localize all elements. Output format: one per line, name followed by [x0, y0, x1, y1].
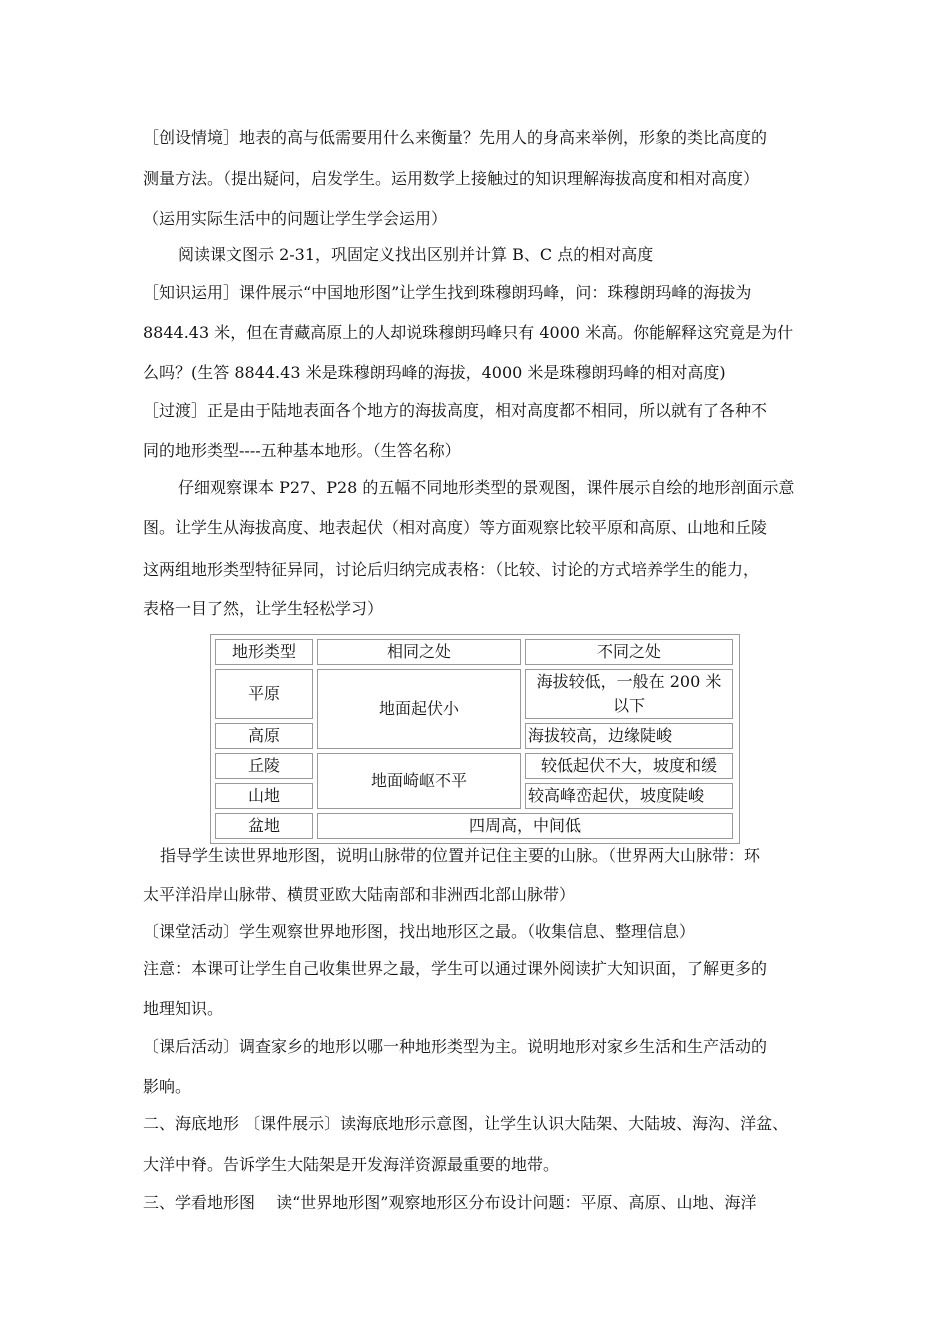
- paragraph-line: 阅读课文图示 2-31，巩固定义找出区别并计算 B、C 点的相对高度: [178, 245, 654, 264]
- paragraph-line: 表格一目了然，让学生轻松学习）: [143, 599, 384, 618]
- paragraph-line: ［知识运用］课件展示“中国地形图”让学生找到珠穆朗玛峰，问：珠穆朗玛峰的海拔为: [143, 283, 752, 302]
- paragraph-line: 〔课堂活动〕学生观察世界地形图，找出地形区之最。（收集信息、整理信息）: [143, 922, 696, 941]
- paragraph-line: 图。让学生从海拔高度、地表起伏（相对高度）等方面观察比较平原和高原、山地和丘陵: [143, 518, 768, 537]
- table-row-label: 山地: [215, 783, 313, 809]
- table-row-label: 丘陵: [215, 753, 313, 779]
- table-header-cell: 地形类型: [215, 639, 313, 665]
- table-cell: 海拔较低，一般在 200 米以下: [525, 669, 733, 719]
- paragraph-line: 同的地形类型----五种基本地形。（生答名称）: [143, 441, 461, 460]
- paragraph-line: 测量方法。（提出疑问，启发学生。运用数学上接触过的知识理解海拔高度和相对高度）: [143, 169, 760, 188]
- table-header-cell: 相同之处: [317, 639, 521, 665]
- paragraph-line: 地理知识。: [143, 999, 224, 1018]
- table-cell-merged: 地面崎岖不平: [317, 753, 521, 809]
- terrain-comparison-table: [210, 634, 740, 844]
- paragraph-line: 二、海底地形 〔课件展示〕读海底地形示意图，让学生认识大陆架、大陆坡、海沟、洋盆、: [143, 1114, 789, 1133]
- paragraph-line: 三、学看地形图 读“世界地形图”观察地形区分布设计问题：平原、高原、山地、海洋: [143, 1193, 757, 1212]
- table-cell: 较高峰峦起伏，坡度陡峻: [525, 783, 733, 809]
- table-row-label: 平原: [215, 669, 313, 719]
- paragraph-line: ［创设情境］地表的高与低需要用什么来衡量？先用人的身高来举例，形象的类比高度的: [143, 128, 768, 147]
- paragraph-line: 〔课后活动〕调查家乡的地形以哪一种地形类型为主。说明地形对家乡生活和生产活动的: [143, 1037, 768, 1056]
- table-row-label: 盆地: [215, 813, 313, 839]
- paragraph-line: 指导学生读世界地形图，说明山脉带的位置并记住主要的山脉。（世界两大山脉带：环: [160, 846, 761, 865]
- table-row-label: 高原: [215, 723, 313, 749]
- paragraph-line: 这两组地形类型特征异同，讨论后归纳完成表格：（比较、讨论的方式培养学生的能力，: [143, 560, 760, 579]
- paragraph-line: ［过渡］正是由于陆地表面各个地方的海拔高度，相对高度都不相同，所以就有了各种不: [143, 401, 768, 420]
- paragraph-line: 8844.43 米，但在青藏高原上的人却说珠穆朗玛峰只有 4000 米高。你能解释这究竟是为什: [143, 323, 794, 342]
- paragraph-line: 仔细观察课本 P27、P28 的五幅不同地形类型的景观图，课件展示自绘的地形剖面示意: [178, 478, 795, 497]
- table-cell-merged: 四周高，中间低: [317, 813, 733, 839]
- paragraph-line: 影响。: [143, 1077, 192, 1096]
- table-cell: 较低起伏不大，坡度和缓: [525, 753, 733, 779]
- paragraph-line: 太平洋沿岸山脉带、横贯亚欧大陆南部和非洲西北部山脉带）: [143, 885, 576, 904]
- table-cell: 海拔较高，边缘陡峻: [525, 723, 733, 749]
- paragraph-line: （运用实际生活中的问题让学生学会运用）: [143, 209, 448, 228]
- table-cell-merged: 地面起伏小: [317, 669, 521, 749]
- paragraph-line: 么吗？(生答 8844.43 米是珠穆朗玛峰的海拔，4000 米是珠穆朗玛峰的相对高度): [143, 363, 726, 382]
- table-header-cell: 不同之处: [525, 639, 733, 665]
- paragraph-line: 注意：本课可让学生自己收集世界之最，学生可以通过课外阅读扩大知识面，了解更多的: [143, 959, 768, 978]
- paragraph-line: 大洋中脊。告诉学生大陆架是开发海洋资源最重要的地带。: [143, 1155, 560, 1174]
